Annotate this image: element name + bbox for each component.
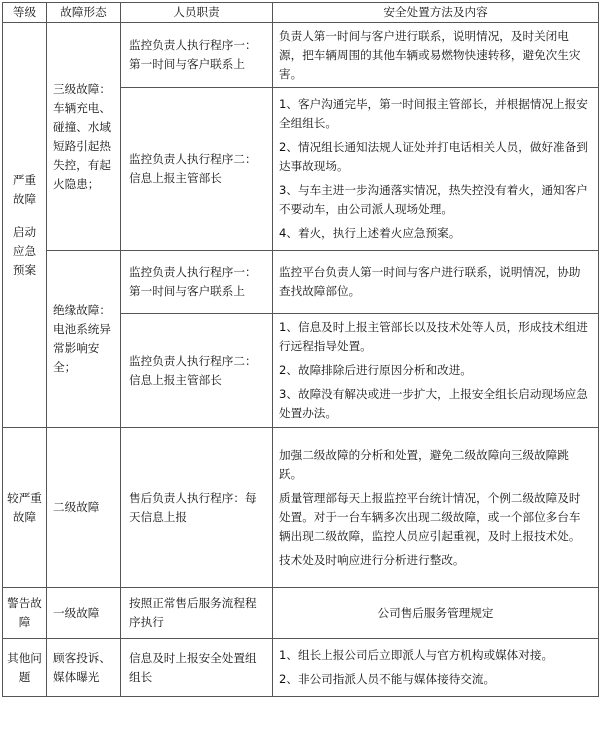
level-severe-line3: 启动: [12, 224, 37, 239]
method-third-program-two: [273, 88, 599, 251]
method-warning: 公司售后服务管理规定: [273, 588, 599, 639]
duty-other: 信息及时上报安全处置组组长: [121, 639, 273, 697]
fault-second-level: 二级故障: [47, 428, 121, 588]
table-row: [3, 251, 599, 314]
method-moderate-para-3: 技术处及时响应进行分析进行整改。: [279, 552, 465, 567]
fault-first-level: 一级故障: [47, 588, 121, 639]
duty-insulation-program-one: 监控负责人执行程序一：第一时间与客户联系上: [121, 251, 273, 314]
method-third-program-one: 负责人第一时间与客户进行联系，说明情况，及时关闭电源，把车辆周围的其他车辆或易燃物快速转移，避免次生灾害。: [273, 23, 599, 88]
level-severe-line2: 故障: [12, 191, 37, 206]
method-insulation-step-1: 1、信息及时上报主管部长以及技术处等人员，形成技术组进行远程指导处置。: [279, 320, 588, 353]
method-other: [273, 639, 599, 697]
method-insulation-step-3: 3、故障没有解决或进一步扩大，上报安全组长启动现场应急处置办法。: [279, 387, 588, 420]
level-warning: 警告故障: [3, 588, 47, 639]
header-fault-form: 故障形态: [47, 3, 121, 23]
emergency-response-table: [2, 2, 599, 697]
method-other-step-2: 2、非公司指派人员不能与媒体接待交流。: [279, 672, 496, 686]
level-severe-line5: 预案: [12, 262, 37, 277]
method-insulation-program-two: [273, 314, 599, 428]
method-third-step-1: 1、客户沟通完毕，第一时间报主管部长，并根据情况上报安全组组长。: [279, 97, 588, 130]
duty-warning: 按照正常售后服务流程程序执行: [121, 588, 273, 639]
header-level: 等级: [3, 3, 47, 23]
method-third-step-3: 3、与车主进一步沟通落实情况，热失控没有着火，通知客户不要动车，由公司派人现场处理。: [279, 183, 588, 216]
method-insulation-program-one: 监控平台负责人第一时间与客户进行联系，说明情况，协助查找故障部位。: [273, 251, 599, 314]
method-other-step-1: 1、组长上报公司后立即派人与官方机构或媒体对接。: [279, 648, 554, 662]
method-moderate: [273, 428, 599, 588]
level-moderate: 较严重故障: [3, 428, 47, 588]
duty-third-program-two: 监控负责人执行程序二：信息上报主管部长: [121, 88, 273, 251]
level-other: 其他问题: [3, 639, 47, 697]
duty-insulation-program-two: 监控负责人执行程序二：信息上报主管部长: [121, 314, 273, 428]
table-row: [3, 23, 599, 88]
duty-third-program-one: 监控负责人执行程序一：第一时间与客户联系上: [121, 23, 273, 88]
table-row: [3, 428, 599, 588]
duty-moderate: 售后负责人执行程序：每天信息上报: [121, 428, 273, 588]
table-row: [3, 588, 599, 639]
level-severe-line1: 严重: [12, 172, 37, 187]
method-third-step-2: 2、情况组长通知法规人证处并打电话相关人员，做好准备到达事故现场。: [279, 140, 588, 173]
level-severe-line4: 应急: [12, 243, 37, 258]
table-row: [3, 639, 599, 697]
header-row: [3, 3, 599, 23]
fault-third-level: 三级故障：车辆充电、碰撞、水域短路引起热失控，有起火隐患；: [47, 23, 121, 251]
header-method: 安全处置方法及内容: [273, 3, 599, 23]
method-moderate-para-1: 加强二级故障的分析和处置，避免二级故障向三级故障跳跃。: [279, 447, 569, 481]
level-severe-cell: [3, 23, 47, 428]
method-third-step-4: 4、着火，执行上述着火应急预案。: [279, 226, 461, 240]
header-duty: 人员职责: [121, 3, 273, 23]
fault-insulation: 绝缘故障：电池系统异常影响安全；: [47, 251, 121, 428]
fault-complaint-media: 顾客投诉、媒体曝光: [47, 639, 121, 697]
method-insulation-step-2: 2、故障排除后进行原因分析和改进。: [279, 363, 472, 377]
method-moderate-para-2: 质量管理部每天上报监控平台统计情况，个例二级故障及时处置。对于一台车辆多次出现二级故障，或一个部位多台车辆出现二级故障，监控人员应引起重视，及时上报技术处。: [279, 490, 581, 543]
